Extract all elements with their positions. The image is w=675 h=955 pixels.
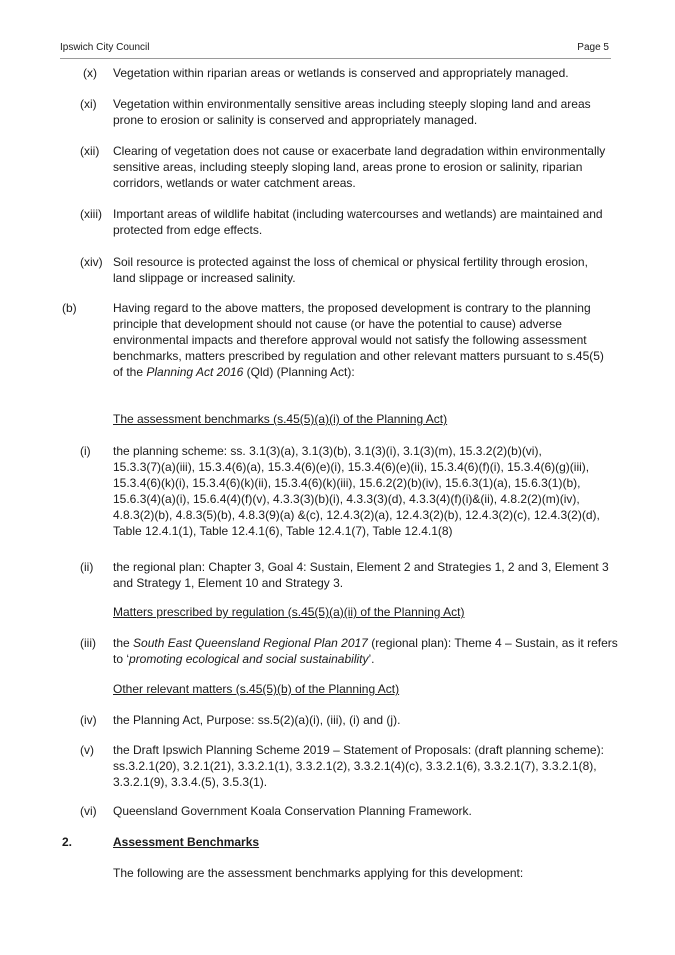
item-x-text: Vegetation within riparian areas or wetlands is conserved and appropriately managed. (113, 66, 569, 80)
item-v-text: the Draft Ipswich Planning Scheme 2019 – Statement of Proposals: (draft planning scheme): ss.3.2.1(20), 3.2.1(21), 3.3.2.1(1), 3.3.2.1(2), 3.3.2.1(4)(c), 3.3.2.1(6), 3.3.2.1(7), 3.3.2.1(8), 3.3.2.1(9), 3.3.4.(5), 3.5.3(1). (113, 743, 604, 789)
page-header (60, 42, 611, 59)
item-iii-text: the South East Queensland Regional Plan 2017 (regional plan): Theme 4 – Sustain, as it refers to ‘promoting ecological and social sustainability’. (113, 636, 618, 666)
item-number-v: (v) (80, 743, 94, 757)
item-i-text: the planning scheme: ss. 3.1(3)(a), 3.1(3)(b), 3.1(3)(i), 3.1(3)(m), 15.3.2(2)(b)(vi), 15.3.3(7)(a)(iii), 15.3.4(6)(a), 15.3.4(6)(e)(i), 15.3.4(6)(e)(ii), 15.3.4(6)(f)(i), 15.3.4(6)(g)(iii), 15.3.4(6)(k)(i), 15.3.4(6)(k)(ii), 15.3.4(6)(k)(iii), 15.6.2(2)(b)(iv), 15.6.3(1)(a), 15.6.3(1)(b), 15.6.3(4)(a)(i), 15.6.4(4)(f)(v), 4.3.3(3)(b)(i), 4.3.3(3)(d), 4.3.3(4)(f)(i)&(ii), 4.8.2(2)(m)(iv), 4.8.3(2)(b), 4.8.3(5)(b), 4.8.3(9)(a) &(c), 12.4.3(2)(a), 12.4.3(2)(b), 12.4.3(2)(c), 12.4.3(2)(d), Table 12.4.1(1), Table 12.4.1(6), Table 12.4.1(7), Table 12.4.1(8) (113, 444, 600, 538)
page-number: Page 5 (577, 42, 609, 53)
item-ii-text: the regional plan: Chapter 3, Goal 4: Sustain, Element 2 and Strategies 1, 2 and 3, Element 3 and Strategy 1, Element 10 and Strategy 3. (113, 560, 609, 590)
para-b-text: Having regard to the above matters, the proposed development is contrary to the planning principle that development should not cause (or have the potential to cause) adverse environmental impacts and therefore approval would not satisfy the following assessment benchmarks, matters prescribed by regulation and other relevant matters pursuant to s.45(5) of the Planning Act 2016 (Qld) (Planning Act): (113, 301, 604, 379)
heading-matters-prescribed: Matters prescribed by regulation (s.45(5)(a)(ii) of the Planning Act) (113, 605, 465, 619)
item-number-i: (i) (80, 444, 91, 458)
item-number-xi: (xi) (80, 97, 97, 111)
item-number-iv: (iv) (80, 713, 97, 727)
item-xi-text: Vegetation within environmentally sensitive areas including steeply sloping land and areas prone to erosion or salinity is conserved and appropriately managed. (113, 97, 591, 127)
item-iv-text: the Planning Act, Purpose: ss.5(2)(a)(i), (iii), (i) and (j). (113, 713, 401, 727)
item-xiv-text: Soil resource is protected against the loss of chemical or physical fertility through erosion, land slippage or increased salinity. (113, 255, 588, 285)
item-number-xiii: (xiii) (80, 207, 102, 221)
heading-other-relevant: Other relevant matters (s.45(5)(b) of the Planning Act) (113, 682, 400, 696)
item-number-vi: (vi) (80, 804, 97, 818)
item-number-ii: (ii) (80, 560, 94, 574)
heading-assessment-benchmarks: The assessment benchmarks (s.45(5)(a)(i) of the Planning Act) (113, 412, 448, 426)
para-b-number: (b) (62, 301, 77, 315)
item-number-x: (x) (83, 66, 97, 80)
item-xiii-text: Important areas of wildlife habitat (including watercourses and wetlands) are maintained and protected from edge effects. (113, 207, 603, 237)
section-2-title: Assessment Benchmarks (113, 835, 260, 849)
item-number-xiv: (xiv) (80, 255, 103, 269)
section-2-intro: The following are the assessment benchmarks applying for this development: (113, 866, 524, 880)
section-2-number: 2. (62, 835, 73, 849)
council-name: Ipswich City Council (60, 42, 150, 53)
item-number-xii: (xii) (80, 144, 100, 158)
item-xii-text: Clearing of vegetation does not cause or exacerbate land degradation within environmentally sensitive areas, including steeply sloping land, areas prone to erosion or salinity, riparian corridors, wetlands or water catchment areas. (113, 144, 606, 190)
item-vi-text: Queensland Government Koala Conservation Planning Framework. (113, 804, 472, 818)
item-number-iii: (iii) (80, 636, 96, 650)
